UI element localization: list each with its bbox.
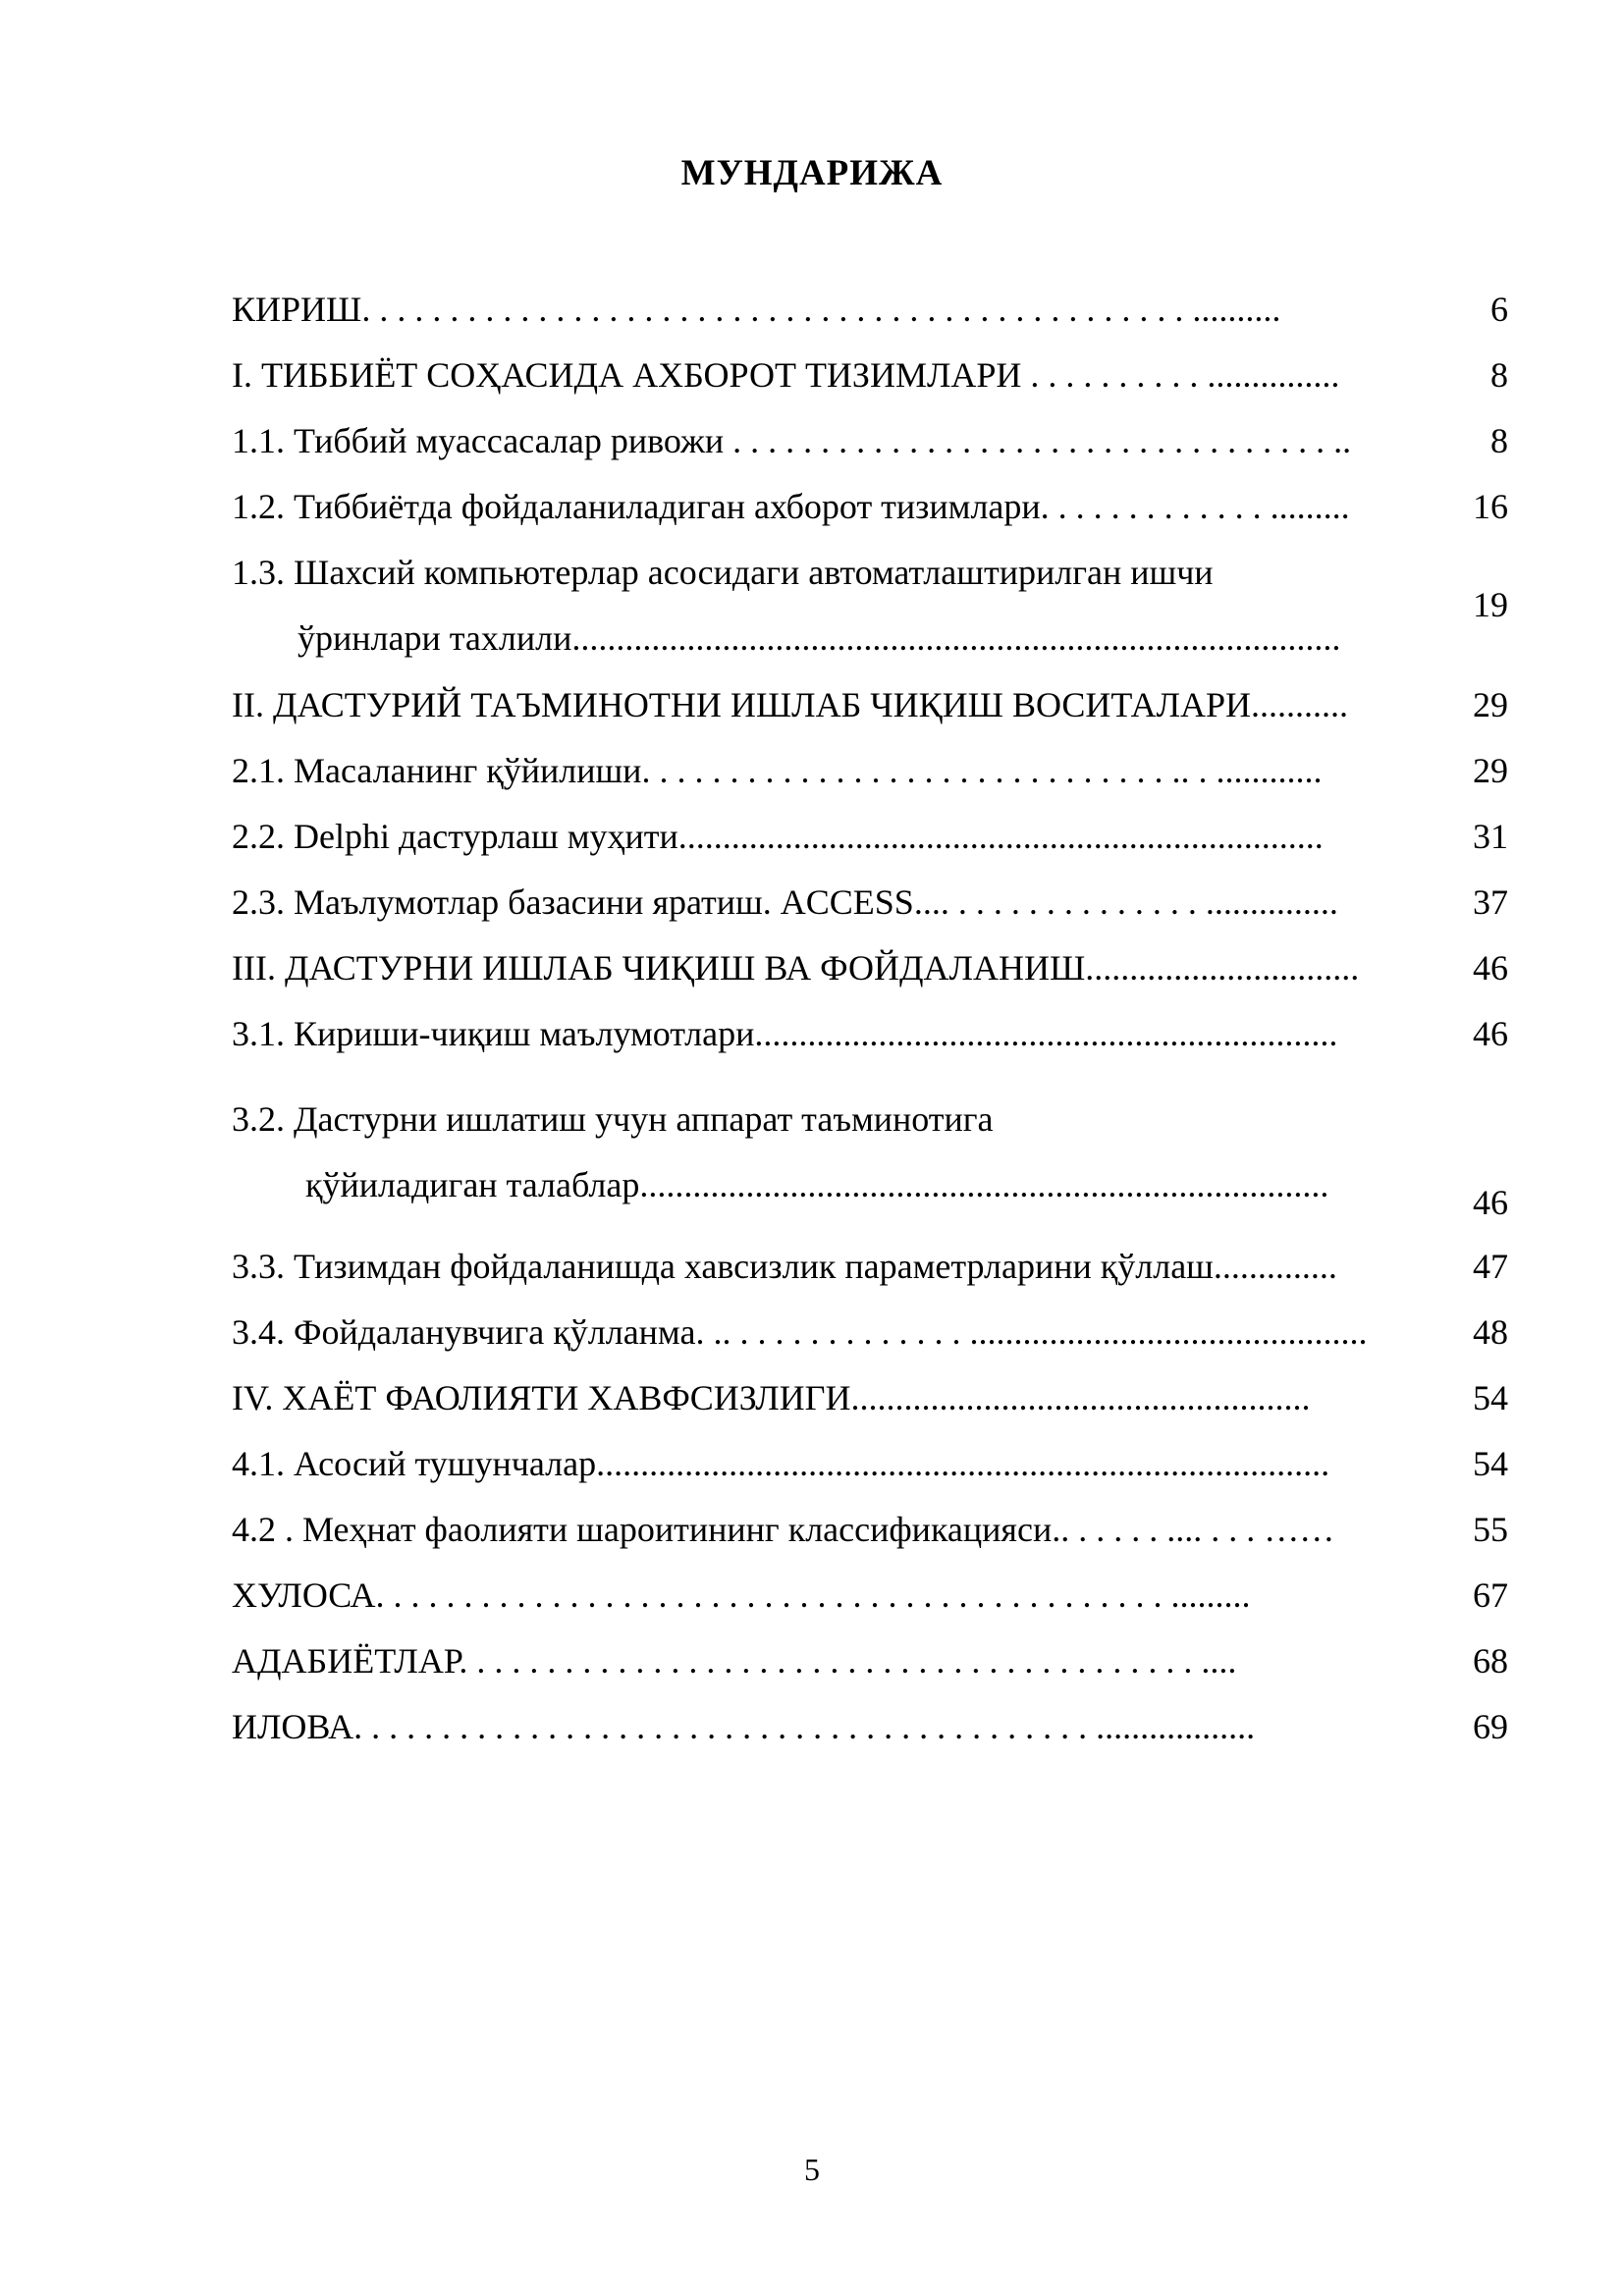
- toc-entry-page: 47: [1473, 1247, 1508, 1286]
- toc-entry-text: 2.1. Масаланинг қўйилиши. . . . . . . . . . . . . . . . . . . . . . . . . . . . . . .. . ............: [232, 751, 1323, 790]
- toc-entry-text: АДАБИЁТЛАР. . . . . . . . . . . . . . . . . . . . . . . . . . . . . . . . . . . . . . . . . . ....: [232, 1641, 1237, 1681]
- toc-entry-2-2[interactable]: [232, 804, 1508, 870]
- toc-entry-chapter-2[interactable]: [232, 672, 1508, 738]
- toc-entry-page: 31: [1473, 817, 1508, 856]
- toc-entry-page: 29: [1473, 685, 1508, 724]
- toc-entry-page: 46: [1473, 1014, 1508, 1053]
- toc-entry-page: 16: [1473, 487, 1508, 526]
- toc-entry-page: 8: [1490, 421, 1508, 460]
- toc-entry-3-3[interactable]: [232, 1234, 1508, 1300]
- toc-entry-chapter-4[interactable]: [232, 1365, 1508, 1431]
- toc-entry-page: 69: [1473, 1707, 1508, 1746]
- toc-entry-text: III. ДАСТУРНИ ИШЛАБ ЧИҚИШ ВА ФОЙДАЛАНИШ...............................: [232, 948, 1360, 988]
- toc-entry-3-1[interactable]: [232, 1001, 1508, 1067]
- toc-entry-appendix[interactable]: [232, 1694, 1508, 1760]
- toc-entry-page: 46: [1473, 948, 1508, 988]
- toc-entry-text: II. ДАСТУРИЙ ТАЪМИНОТНИ ИШЛАБ ЧИҚИШ ВОСИТАЛАРИ...........: [232, 685, 1349, 724]
- toc-entry-text: 1.3. Шахсий компьютерлар асосидаги автоматлаштирилган ишчи: [232, 553, 1214, 592]
- toc-entry-page: 68: [1473, 1641, 1508, 1681]
- toc-entry-text: 3.4. Фойдаланувчига қўлланма. .. . . . . . . . . . . . . . .............................................: [232, 1312, 1368, 1352]
- toc-entry-text: КИРИШ. . . . . . . . . . . . . . . . . . . . . . . . . . . . . . . . . . . . . . . . . . . . . . . ..........: [232, 290, 1281, 329]
- toc-entry-page: 54: [1473, 1378, 1508, 1417]
- toc-entry-page: 37: [1473, 882, 1508, 922]
- toc-entry-page: 48: [1473, 1312, 1508, 1352]
- toc-entry-page: 8: [1490, 355, 1508, 395]
- toc-entry-text: I. ТИББИЁТ СОҲАСИДА АХБОРОТ ТИЗИМЛАРИ . . . . . . . . . . ...............: [232, 355, 1340, 395]
- toc-entry-text: 2.3. Маълумотлар базасини яратиш. ACCESS.... . . . . . . . . . . . . . . ...............: [232, 882, 1338, 922]
- toc-entry-3-4[interactable]: [232, 1300, 1508, 1365]
- toc-entry-1-2[interactable]: [232, 474, 1508, 540]
- toc-entry-chapter-1[interactable]: [232, 343, 1508, 408]
- toc-entry-page: 6: [1490, 290, 1508, 329]
- toc-entry-text: ХУЛОСА. . . . . . . . . . . . . . . . . . . . . . . . . . . . . . . . . . . . . . . . . . . . . .........: [232, 1575, 1251, 1615]
- page-number: 5: [804, 2152, 820, 2187]
- toc-entry-text: 4.2 . Меҳнат фаолияти шароитининг классификацияси.. . . . . . .... . . . ……: [232, 1510, 1335, 1549]
- toc-entry-page: 67: [1473, 1575, 1508, 1615]
- toc-entry-text: ИЛОВА. . . . . . . . . . . . . . . . . . . . . . . . . . . . . . . . . . . . . . . . . . ..................: [232, 1707, 1256, 1746]
- table-of-contents: [232, 277, 1508, 1760]
- toc-entry-chapter-3[interactable]: [232, 935, 1508, 1001]
- toc-entry-references[interactable]: [232, 1629, 1508, 1694]
- toc-entry-2-3[interactable]: [232, 870, 1508, 935]
- toc-entry-text: 4.1. Асосий тушунчалар...................................................................................: [232, 1444, 1330, 1483]
- toc-entry-1-3[interactable]: [232, 540, 1508, 672]
- toc-entry-2-1[interactable]: [232, 738, 1508, 804]
- toc-entry-4-1[interactable]: [232, 1431, 1508, 1497]
- toc-entry-page: 29: [1473, 751, 1508, 790]
- toc-entry-page: 54: [1473, 1444, 1508, 1483]
- toc-entry-conclusion[interactable]: [232, 1563, 1508, 1629]
- toc-entry-3-2[interactable]: [232, 1087, 1508, 1234]
- toc-entry-text-continuation: қўйиладиган талаблар..............................................................................: [305, 1165, 1329, 1204]
- toc-entry-page: 55: [1473, 1510, 1508, 1549]
- toc-entry-text: 3.1. Кириши-чиқиш маълумотлари..................................................................: [232, 1014, 1338, 1053]
- toc-entry-text: 1.2. Тиббиётда фойдаланиладиган ахборот тизимлари. . . . . . . . . . . . . .........: [232, 487, 1350, 526]
- toc-entry-text: 3.3. Тизимдан фойдаланишда хавсизлик параметрларини қўллаш..............: [232, 1247, 1337, 1286]
- toc-entry-introduction[interactable]: [232, 277, 1508, 343]
- toc-entry-4-2[interactable]: [232, 1497, 1508, 1563]
- toc-entry-text: 3.2. Дастурни ишлатиш учун аппарат таъминотига: [232, 1099, 994, 1139]
- toc-entry-page: 46: [1473, 1183, 1508, 1222]
- page-title: МУНДАРИЖА: [680, 153, 944, 193]
- toc-entry-page: 19: [1473, 585, 1508, 624]
- toc-entry-text: 1.1. Тиббий муассасалар ривожи . . . . . . . . . . . . . . . . . . . . . . . . . . . . . . . . . . ..: [232, 421, 1352, 460]
- toc-entry-text-continuation: ўринлари тахлили.......................................................................................: [298, 618, 1341, 658]
- toc-entry-text: IV. ХАЁТ ФАОЛИЯТИ ХАВФСИЗЛИГИ....................................................: [232, 1378, 1311, 1417]
- toc-entry-1-1[interactable]: [232, 408, 1508, 474]
- toc-entry-text: 2.2. Delphi дастурлаш муҳити.........................................................................: [232, 817, 1324, 856]
